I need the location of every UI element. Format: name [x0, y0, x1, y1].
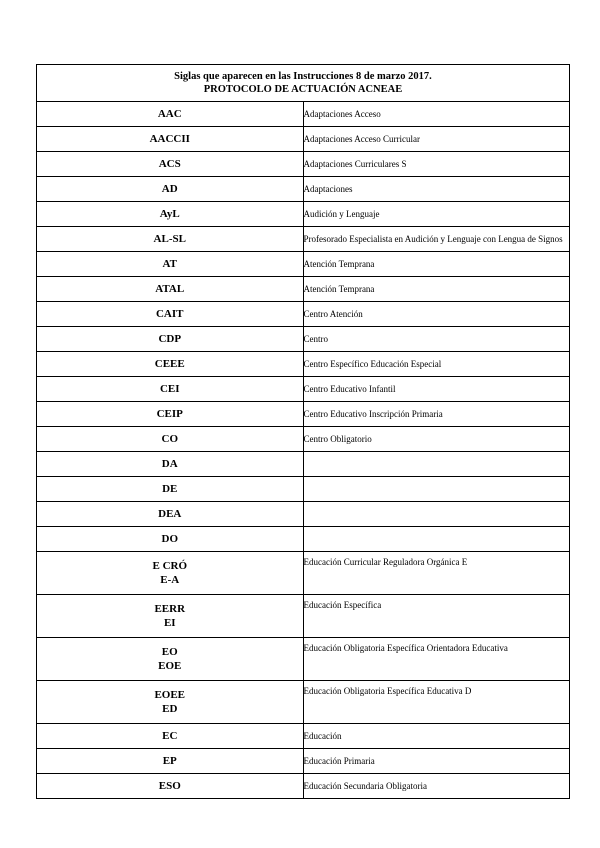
table-row	[37, 177, 570, 202]
description-cell: Centro Atención	[303, 302, 570, 327]
acronym-text-line-2: EOE	[158, 660, 182, 672]
table-row	[37, 681, 570, 724]
table-row	[37, 302, 570, 327]
acronym-cell	[37, 252, 304, 277]
acronym-text: DA	[161, 458, 178, 470]
acronym-cell	[37, 177, 304, 202]
table-title	[37, 65, 570, 102]
table-row	[37, 227, 570, 252]
table-row	[37, 352, 570, 377]
acronym-cell	[37, 681, 304, 724]
description-cell: Centro Educativo Inscripción Primaria	[303, 402, 570, 427]
description-cell: Atención Temprana	[303, 252, 570, 277]
table-row	[37, 774, 570, 799]
acronym-cell	[37, 452, 304, 477]
table-row	[37, 252, 570, 277]
table-row	[37, 724, 570, 749]
acronym-text: ESO	[158, 780, 181, 792]
table-row	[37, 749, 570, 774]
description-cell: Educación	[303, 724, 570, 749]
description-cell	[303, 477, 570, 502]
acronym-cell	[37, 202, 304, 227]
acronym-cell	[37, 527, 304, 552]
description-cell: Educación Primaria	[303, 749, 570, 774]
acronym-cell	[37, 277, 304, 302]
description-cell	[303, 452, 570, 477]
description-cell: Centro Específico Educación Especial	[303, 352, 570, 377]
acronym-text: AT	[162, 258, 177, 270]
description-cell: Adaptaciones	[303, 177, 570, 202]
description-cell: Centro Educativo Infantil	[303, 377, 570, 402]
description-cell: Educación Secundaria Obligatoria	[303, 774, 570, 799]
acronym-text: EC	[162, 730, 178, 742]
table-row	[37, 595, 570, 638]
table-row	[37, 527, 570, 552]
table-row	[37, 202, 570, 227]
acronym-text: EO	[161, 646, 178, 658]
acronym-cell	[37, 102, 304, 127]
description-cell: Educación Curricular Reguladora Orgánica E	[303, 552, 570, 595]
acronym-cell	[37, 352, 304, 377]
acronym-text: ATAL	[155, 283, 185, 295]
acronym-text: AD	[161, 183, 178, 195]
acronym-cell	[37, 638, 304, 681]
table-row	[37, 502, 570, 527]
table-row	[37, 327, 570, 352]
acronym-text: DEA	[158, 508, 182, 520]
description-cell	[303, 502, 570, 527]
acronym-text: CEIP	[156, 408, 183, 420]
table-row	[37, 402, 570, 427]
acronym-text-line-2: ED	[162, 703, 178, 715]
acronym-text: AL-SL	[153, 233, 186, 245]
acronym-cell	[37, 302, 304, 327]
description-cell: Audición y Lenguaje	[303, 202, 570, 227]
acronym-cell	[37, 749, 304, 774]
acronym-cell	[37, 227, 304, 252]
acronym-cell	[37, 327, 304, 352]
acronym-table	[36, 64, 570, 799]
acronym-cell	[37, 724, 304, 749]
table-row	[37, 152, 570, 177]
table-row	[37, 638, 570, 681]
description-cell: Adaptaciones Curriculares S	[303, 152, 570, 177]
description-cell: Centro	[303, 327, 570, 352]
table-row	[37, 452, 570, 477]
description-cell: Centro Obligatorio	[303, 427, 570, 452]
table-header-row	[37, 65, 570, 102]
acronym-text: CO	[161, 433, 178, 445]
acronym-cell	[37, 595, 304, 638]
description-cell: Adaptaciones Acceso	[303, 102, 570, 127]
acronym-text: AACCII	[149, 133, 190, 145]
acronym-cell	[37, 402, 304, 427]
acronym-cell	[37, 552, 304, 595]
acronym-text-line-2: E-A	[160, 574, 180, 586]
table-row	[37, 552, 570, 595]
acronym-table-body	[37, 65, 570, 799]
acronym-cell	[37, 427, 304, 452]
description-cell: Educación Obligatoria Específica Orientadora Educativa	[303, 638, 570, 681]
table-row	[37, 377, 570, 402]
description-cell: Adaptaciones Acceso Curricular	[303, 127, 570, 152]
acronym-text: CEI	[159, 383, 180, 395]
acronym-text: EERR	[154, 603, 186, 615]
table-row	[37, 127, 570, 152]
description-cell: Educación Obligatoria Específica Educativa D	[303, 681, 570, 724]
acronym-text-line-2: EI	[163, 617, 176, 629]
description-cell: Profesorado Especialista en Audición y Lenguaje con Lengua de Signos	[303, 227, 570, 252]
table-row	[37, 427, 570, 452]
description-cell: Atención Temprana	[303, 277, 570, 302]
acronym-text: EOEE	[154, 689, 186, 701]
description-cell	[303, 527, 570, 552]
table-title-line-1: Siglas que aparecen en las Instrucciones 8 de marzo 2017.	[174, 71, 432, 82]
acronym-text: AyL	[159, 208, 180, 220]
acronym-text: DO	[161, 533, 178, 545]
acronym-text: CEEE	[154, 358, 185, 370]
acronym-cell	[37, 377, 304, 402]
acronym-text: CAIT	[155, 308, 184, 320]
table-row	[37, 277, 570, 302]
acronym-text: EP	[162, 755, 177, 767]
acronym-cell	[37, 774, 304, 799]
table-row	[37, 477, 570, 502]
acronym-text: DE	[162, 483, 178, 495]
acronym-text: E CRÓ	[152, 560, 188, 572]
acronym-text: ACS	[158, 158, 181, 170]
table-row	[37, 102, 570, 127]
acronym-cell	[37, 127, 304, 152]
acronym-cell	[37, 152, 304, 177]
acronym-cell	[37, 477, 304, 502]
acronym-cell	[37, 502, 304, 527]
acronym-text: CDP	[158, 333, 182, 345]
table-title-line-2: PROTOCOLO DE ACTUACIÓN ACNEAE	[203, 84, 403, 95]
acronym-text: AAC	[157, 108, 182, 120]
description-cell: Educación Específica	[303, 595, 570, 638]
